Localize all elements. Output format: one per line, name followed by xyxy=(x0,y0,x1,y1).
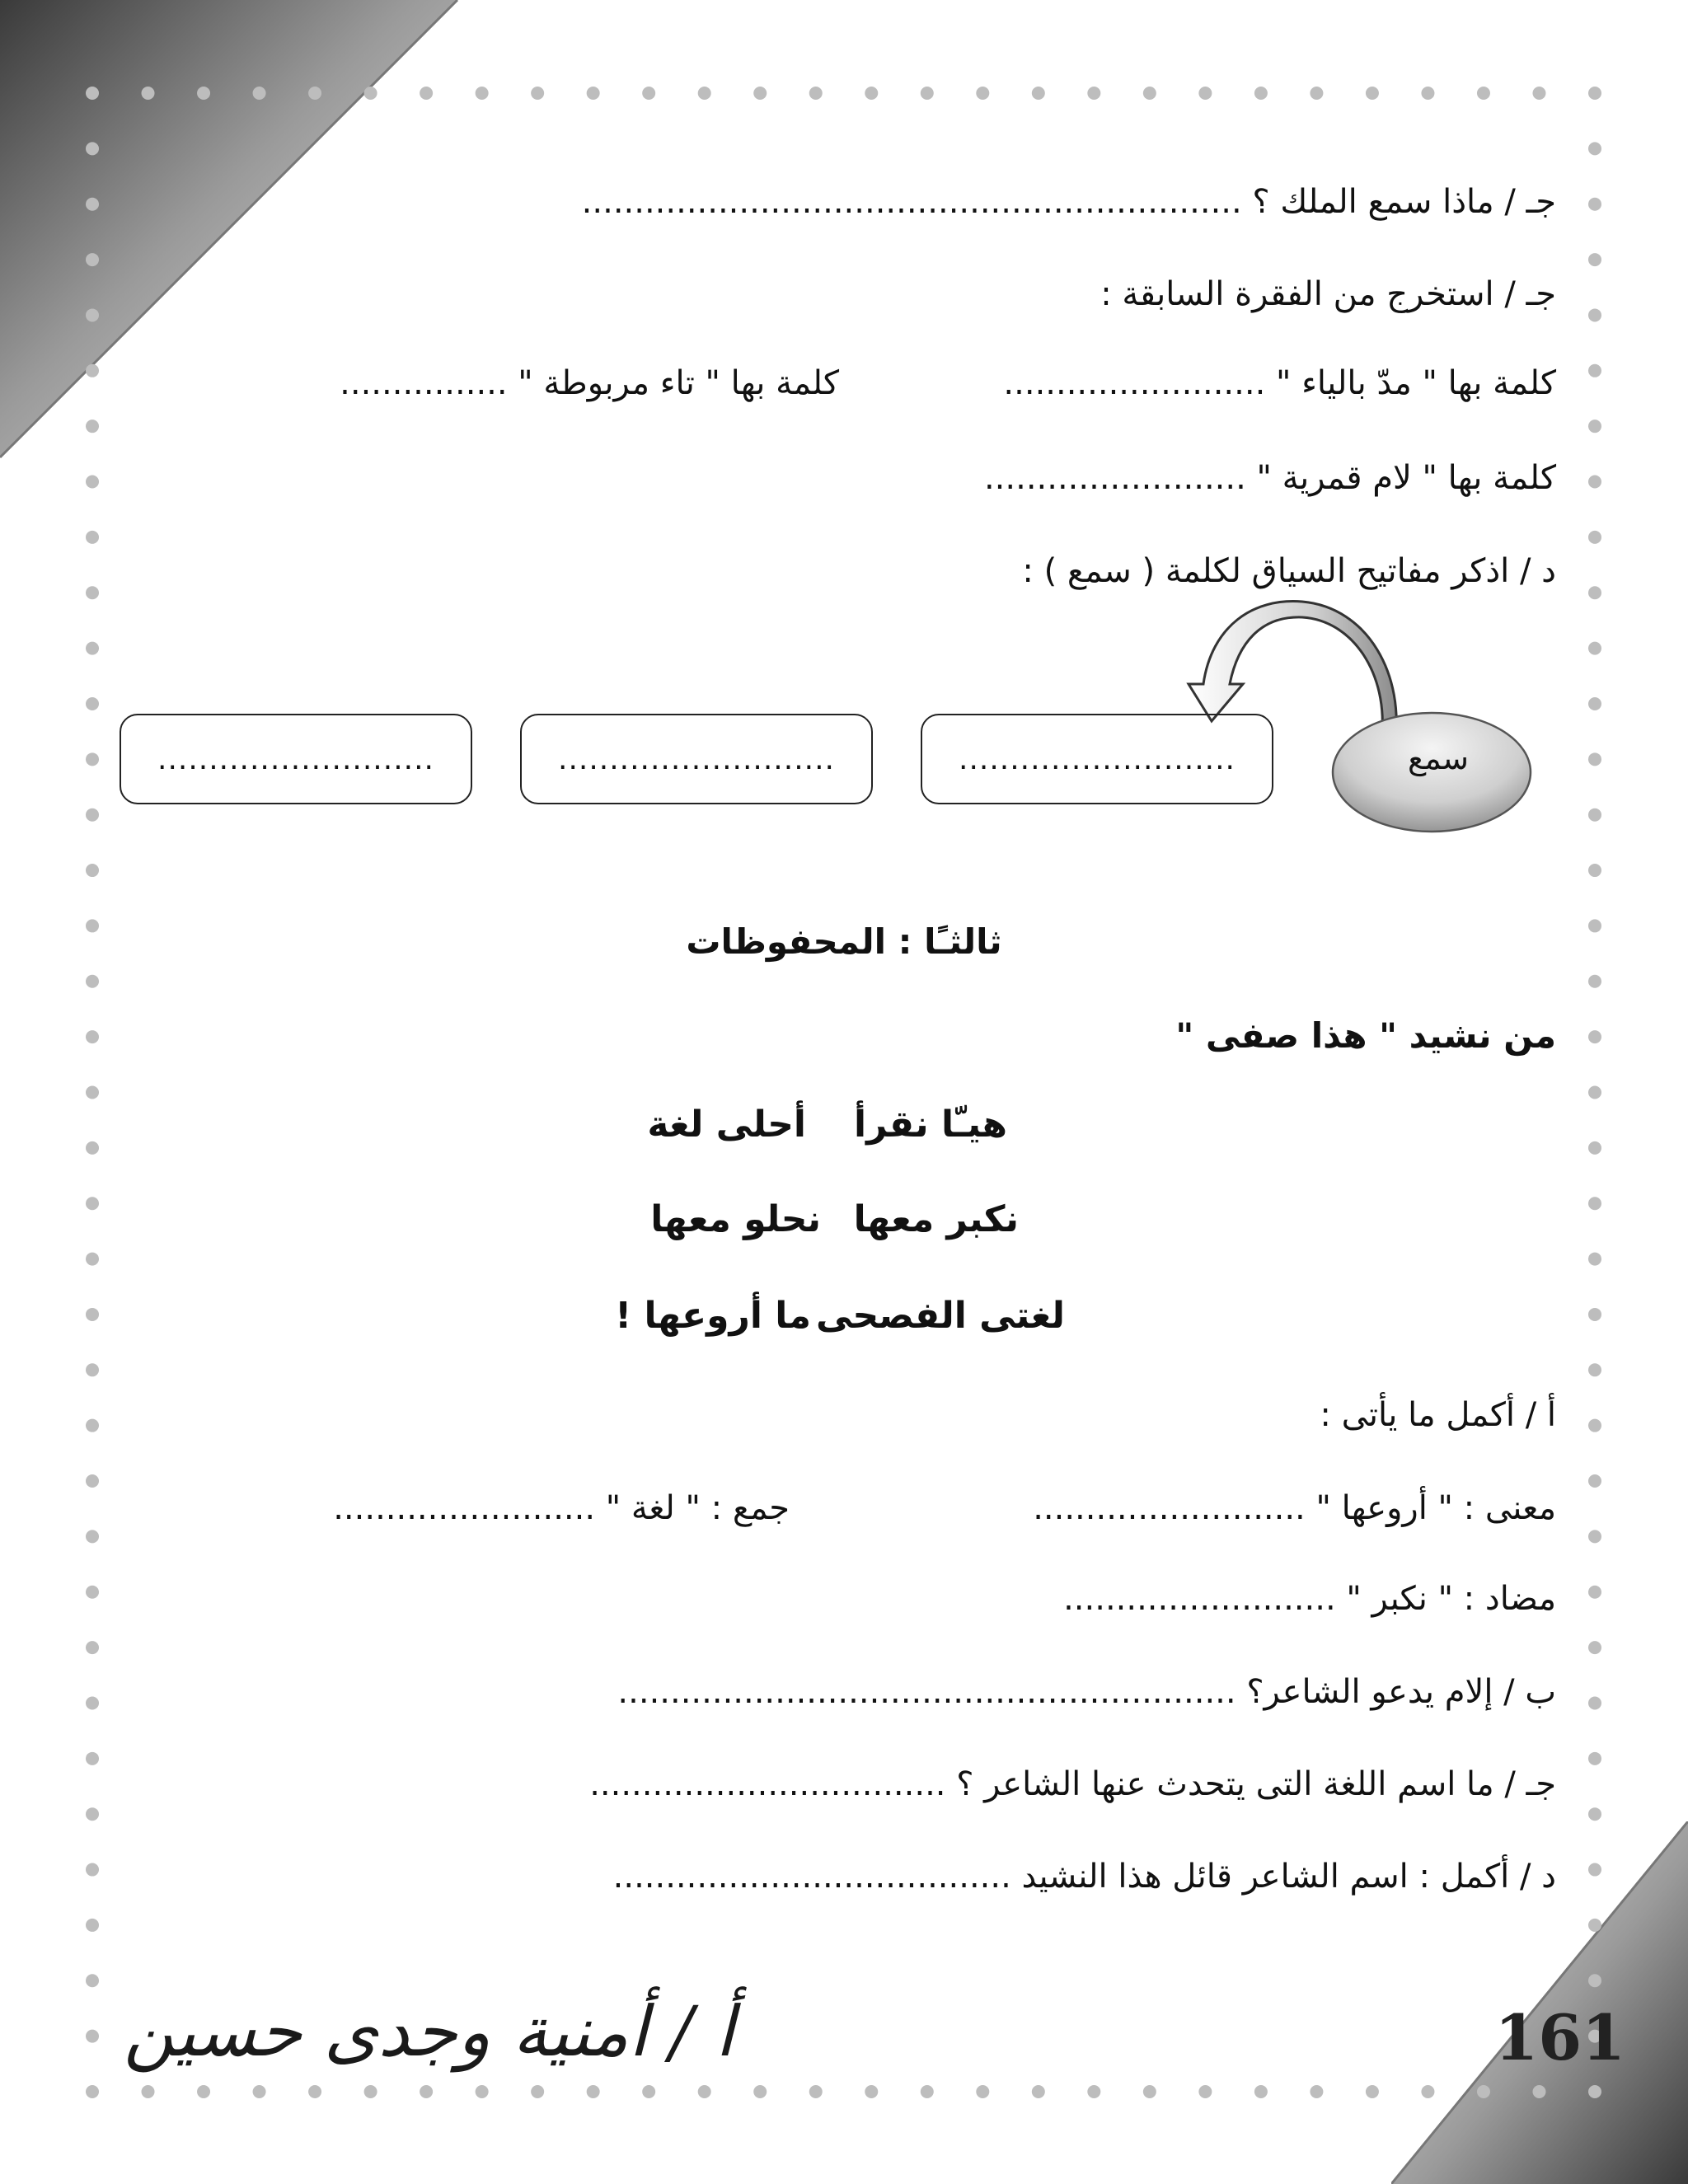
border-dot xyxy=(976,2085,989,2098)
border-dot xyxy=(197,87,210,100)
border-dot xyxy=(1588,1807,1601,1821)
border-dot xyxy=(86,531,99,544)
page-number: 161 xyxy=(1494,2001,1625,2074)
border-dot xyxy=(86,1807,99,1821)
border-dot xyxy=(1588,419,1601,433)
border-dot xyxy=(1032,87,1045,100)
border-dot xyxy=(86,198,99,211)
border-dot xyxy=(1588,531,1601,544)
border-dot xyxy=(86,1919,99,1932)
context-key-box-2[interactable]: ........................... xyxy=(520,714,873,804)
border-dot xyxy=(642,87,655,100)
border-dot xyxy=(1588,1752,1601,1765)
border-dot xyxy=(1310,2085,1323,2098)
border-dot xyxy=(1588,975,1601,988)
border-dot xyxy=(308,87,321,100)
poem-line1-left: أحلى لغة xyxy=(647,1104,806,1146)
border-dot xyxy=(420,2085,433,2098)
border-dot xyxy=(86,1586,99,1599)
anthem-intro: من نشيد " هذا صفى " xyxy=(1175,1015,1556,1056)
border-dot xyxy=(86,476,99,489)
word-lam-qamariya: كلمة بها " لام قمرية " ......................... xyxy=(983,459,1556,497)
border-dot xyxy=(1588,1530,1601,1543)
question-context-keys: د / اذكر مفاتيح السياق لكلمة ( سمع ) : xyxy=(1022,552,1556,590)
border-dot xyxy=(86,1030,99,1043)
border-dot xyxy=(86,1141,99,1155)
border-dot xyxy=(865,87,878,100)
border-dot xyxy=(86,1696,99,1709)
border-dot xyxy=(1032,2085,1045,2098)
question-poet-name: د / أكمل : اسم الشاعر قائل هذا النشيد ...................................... xyxy=(612,1858,1556,1896)
border-dot xyxy=(1588,1919,1601,1932)
border-dot xyxy=(921,87,934,100)
border-dot xyxy=(86,1253,99,1266)
border-dot xyxy=(1143,2085,1156,2098)
border-dot xyxy=(1588,642,1601,655)
border-dot xyxy=(142,2085,155,2098)
meaning-rawaaha: معنى : " أروعها " .......................... xyxy=(1033,1489,1556,1527)
border-dot xyxy=(1588,1030,1601,1043)
border-dot xyxy=(698,87,711,100)
poem-line3-left: ما أروعها ! xyxy=(615,1295,811,1337)
border-dot xyxy=(698,2085,711,2098)
border-dot xyxy=(86,1863,99,1877)
border-dot xyxy=(1588,1641,1601,1654)
border-dot xyxy=(809,87,823,100)
border-dot xyxy=(86,364,99,377)
border-dot xyxy=(86,1308,99,1321)
border-dot xyxy=(1421,2085,1434,2098)
source-word-label: سمع xyxy=(1407,740,1470,776)
border-dot xyxy=(753,87,767,100)
border-dot xyxy=(1477,2085,1490,2098)
border-dot xyxy=(1588,1253,1601,1266)
border-dot xyxy=(253,87,266,100)
border-dot xyxy=(1588,697,1601,710)
border-dot xyxy=(1588,1086,1601,1099)
border-dot xyxy=(587,87,600,100)
border-dot xyxy=(1588,752,1601,766)
border-dot xyxy=(86,1641,99,1654)
border-dot xyxy=(1588,1419,1601,1432)
border-dot xyxy=(1588,142,1601,155)
border-dot xyxy=(587,2085,600,2098)
border-dot xyxy=(86,1752,99,1765)
border-dot xyxy=(1588,1308,1601,1321)
poem-line2-right: نكبر معها xyxy=(853,1198,1019,1240)
border-dot xyxy=(364,2085,377,2098)
border-dot xyxy=(1087,87,1100,100)
border-dot xyxy=(1366,87,1379,100)
question-language-name: جـ / ما اسم اللغة التى يتحدث عنها الشاعر ؟ .................................. xyxy=(589,1765,1556,1803)
border-dot xyxy=(921,2085,934,2098)
border-dot xyxy=(86,1419,99,1432)
border-dot xyxy=(976,87,989,100)
border-dot xyxy=(531,2085,544,2098)
border-dot xyxy=(86,253,99,266)
border-dot xyxy=(1588,476,1601,489)
question-poet-calls: ب / إلام يدعو الشاعر؟ ........................................................... xyxy=(617,1673,1556,1711)
context-key-box-3[interactable]: ........................... xyxy=(120,714,472,804)
border-dot xyxy=(1588,864,1601,877)
border-dot xyxy=(86,864,99,877)
poem-line3-right: لغتى الفصحى xyxy=(815,1295,1065,1337)
border-dot xyxy=(86,1974,99,1987)
question-king-heard: جـ / ماذا سمع الملك ؟ ............................................................... xyxy=(581,183,1556,221)
border-dot xyxy=(86,1474,99,1488)
question-complete: أ / أكمل ما يأتى : xyxy=(1320,1396,1556,1434)
border-dot xyxy=(1588,198,1601,211)
border-dot xyxy=(531,87,544,100)
border-dot xyxy=(86,642,99,655)
question-extract: جـ / استخرج من الفقرة السابقة : xyxy=(1100,275,1556,313)
border-dot xyxy=(476,87,489,100)
border-dot xyxy=(1588,586,1601,599)
border-dot xyxy=(86,142,99,155)
border-dot xyxy=(1310,87,1323,100)
border-dot xyxy=(1254,87,1268,100)
border-dot xyxy=(1588,1974,1601,1987)
border-dot xyxy=(753,2085,767,2098)
antonym-nakbar: مضاد : " نكبر " .......................... xyxy=(1063,1580,1556,1618)
border-dot xyxy=(1421,87,1434,100)
border-dot xyxy=(1588,1363,1601,1376)
border-dot xyxy=(1588,87,1601,100)
border-dot xyxy=(142,87,155,100)
border-dot xyxy=(1532,87,1545,100)
border-dot xyxy=(364,87,377,100)
border-dot xyxy=(86,419,99,433)
context-key-box-1[interactable]: ........................... xyxy=(921,714,1273,804)
word-long-ya: كلمة بها " مدّ بالياء " ......................... xyxy=(1003,364,1556,402)
border-dot xyxy=(86,1530,99,1543)
border-dot xyxy=(86,308,99,321)
word-taa-marbuta: كلمة بها " تاء مربوطة " ................ xyxy=(340,364,839,402)
border-dot xyxy=(420,87,433,100)
border-dot xyxy=(1588,1863,1601,1877)
border-dot xyxy=(86,808,99,822)
border-dot xyxy=(1532,2085,1545,2098)
border-dot xyxy=(1198,2085,1212,2098)
border-dot xyxy=(1198,87,1212,100)
border-dot xyxy=(642,2085,655,2098)
border-dot xyxy=(476,2085,489,2098)
border-dot xyxy=(1087,2085,1100,2098)
border-dot xyxy=(86,2030,99,2043)
border-dot xyxy=(86,975,99,988)
border-dot xyxy=(1143,87,1156,100)
border-dot xyxy=(86,1086,99,1099)
section-title: ثالثـًا : المحفوظات xyxy=(686,921,1002,962)
border-dot xyxy=(1588,364,1601,377)
border-dot xyxy=(1588,808,1601,822)
border-dot xyxy=(1588,1197,1601,1210)
border-dot xyxy=(1588,2085,1601,2098)
border-dot xyxy=(865,2085,878,2098)
author-signature: أ / أمنية وجدى حسين xyxy=(124,1991,734,2072)
border-dot xyxy=(1588,1696,1601,1709)
border-dot xyxy=(308,2085,321,2098)
border-dot xyxy=(253,2085,266,2098)
border-dot xyxy=(1254,2085,1268,2098)
border-dot xyxy=(1588,1141,1601,1155)
border-dot xyxy=(1588,1474,1601,1488)
border-dot xyxy=(1366,2085,1379,2098)
border-dot xyxy=(1588,1586,1601,1599)
border-dot xyxy=(86,586,99,599)
poem-line2-left: نحلو معها xyxy=(650,1198,821,1240)
border-dot xyxy=(86,697,99,710)
border-dot xyxy=(86,752,99,766)
poem-line1-right: هيـّا نقرأ xyxy=(854,1104,1007,1146)
border-dot xyxy=(1588,253,1601,266)
border-dot xyxy=(86,1197,99,1210)
border-dot xyxy=(809,2085,823,2098)
border-dot xyxy=(86,87,99,100)
plural-lugha: جمع : " لغة " ......................... xyxy=(333,1489,790,1527)
border-dot xyxy=(86,2085,99,2098)
border-dot xyxy=(1588,308,1601,321)
border-dot xyxy=(1477,87,1490,100)
border-dot xyxy=(197,2085,210,2098)
border-dot xyxy=(86,1363,99,1376)
